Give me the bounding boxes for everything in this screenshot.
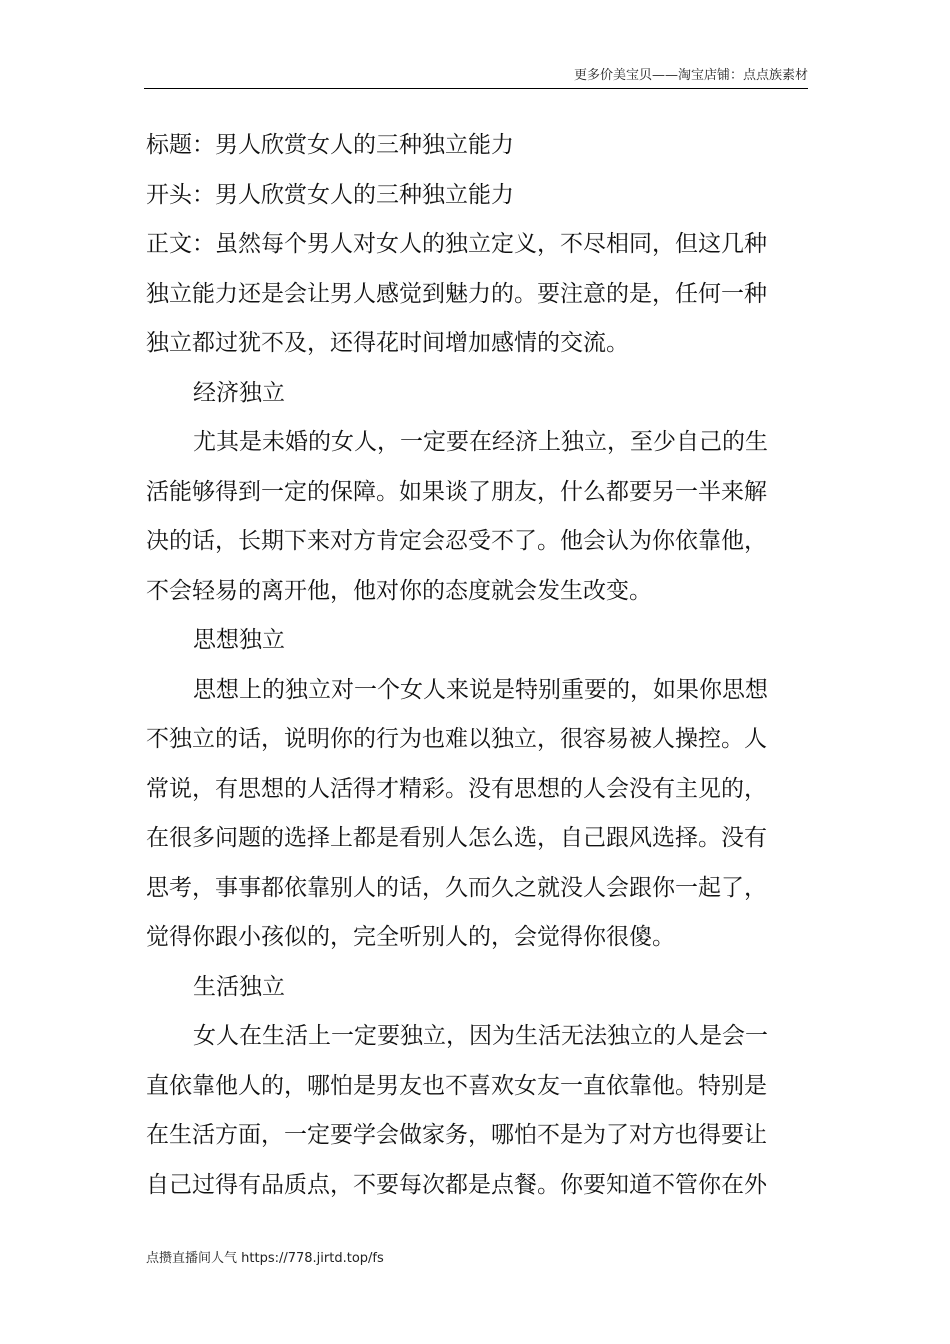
- paragraph-line: 思想上的独立对一个女人来说是特别重要的，如果你思想: [193, 676, 768, 703]
- title-line: 标题：男人欣赏女人的三种独立能力: [146, 132, 514, 158]
- paragraph-line: 尤其是未婚的女人，一定要在经济上独立，至少自己的生: [193, 429, 768, 455]
- section-heading-life: 生活独立: [193, 973, 285, 1000]
- paragraph-line: 自己过得有品质点，不要每次都是点餐。你要知道不管你在外: [146, 1171, 767, 1198]
- section-heading-thought: 思想独立: [193, 627, 285, 653]
- paragraph-line: 在很多问题的选择上都是看别人怎么选，自己跟风选择。没有: [146, 825, 767, 851]
- paragraph-line: 觉得你跟小孩似的，完全听别人的，会觉得你很傻。: [146, 924, 675, 950]
- paragraph-line: 常说，有思想的人活得才精彩。没有思想的人会没有主见的，: [146, 775, 767, 802]
- page-footer: 点攒直播间人气 https://778.jirtd.top/fs: [146, 1251, 384, 1266]
- document-body: [146, 121, 806, 1210]
- paragraph-line: 直依靠他人的，哪怕是男友也不喜欢女友一直依靠他。特别是: [146, 1072, 767, 1099]
- body-line: 独立都过犹不及，还得花时间增加感情的交流。: [146, 330, 629, 356]
- page-header: 更多价美宝贝——淘宝店铺：点点族素材: [573, 68, 808, 83]
- body-line: 独立能力还是会让男人感觉到魅力的。要注意的是，任何一种: [146, 280, 767, 307]
- paragraph-line: 活能够得到一定的保障。如果谈了朋友，什么都要另一半来解: [146, 478, 767, 505]
- paragraph-line: 决的话，长期下来对方肯定会忍受不了。他会认为你依靠他，: [146, 528, 767, 554]
- section-heading-economic: 经济独立: [193, 379, 285, 406]
- header-divider: [144, 88, 808, 89]
- paragraph-line: 思考，事事都依靠别人的话，久而久之就没人会跟你一起了，: [146, 874, 767, 901]
- paragraph-line: 女人在生活上一定要独立，因为生活无法独立的人是会一: [193, 1023, 768, 1049]
- paragraph-line: 不会轻易的离开他，他对你的态度就会发生改变。: [146, 577, 652, 604]
- opening-line: 开头：男人欣赏女人的三种独立能力: [146, 181, 514, 208]
- paragraph-line: 不独立的话，说明你的行为也难以独立，很容易被人操控。人: [146, 726, 767, 752]
- paragraph-line: 在生活方面，一定要学会做家务，哪怕不是为了对方也得要让: [146, 1122, 767, 1148]
- body-line: 正文：虽然每个男人对女人的独立定义，不尽相同，但这几种: [146, 231, 767, 257]
